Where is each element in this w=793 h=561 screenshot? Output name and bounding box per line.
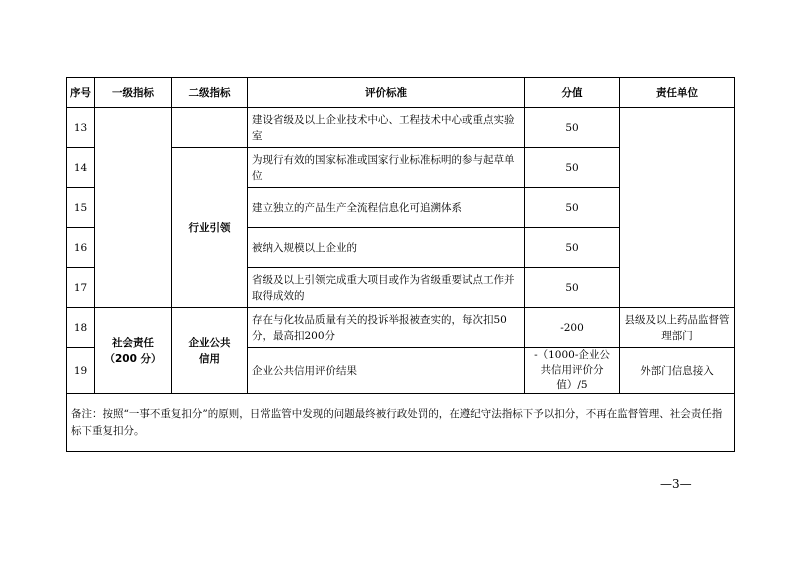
evaluation-table bbox=[66, 77, 735, 452]
row-criteria: 为现行有效的国家标准或国家行业标准标明的参与起草单位 bbox=[248, 148, 525, 188]
row-score: -（1000-企业公共信用评价分值）/5 bbox=[525, 348, 620, 394]
level1-blank-cell bbox=[95, 108, 172, 308]
level2-industry-cell: 行业引领 bbox=[172, 148, 248, 308]
row-criteria: 存在与化妆品质量有关的投诉举报被查实的，每次扣50分，最高扣200分 bbox=[248, 308, 525, 348]
row-seq: 18 bbox=[67, 308, 95, 348]
unit-blank-cell bbox=[620, 108, 735, 308]
row-score: 50 bbox=[525, 188, 620, 228]
note-text: 备注：按照“一事不重复扣分”的原则，日常监管中发现的问题最终被行政处罚的，在遵纪守法指标下予以扣分，不再在监督管理、社会责任指标下重复扣分。 bbox=[67, 394, 735, 452]
row-score: 50 bbox=[525, 228, 620, 268]
header-seq: 序号 bbox=[67, 78, 95, 108]
level1-social-cell: 社会责任 （200 分） bbox=[95, 308, 172, 394]
header-level2: 二级指标 bbox=[172, 78, 248, 108]
row-score: 50 bbox=[525, 148, 620, 188]
table-row bbox=[67, 308, 735, 348]
row-criteria: 建立独立的产品生产全流程信息化可追溯体系 bbox=[248, 188, 525, 228]
row-unit: 县级及以上药品监督管理部门 bbox=[620, 308, 735, 348]
row-score: 50 bbox=[525, 108, 620, 148]
table-row bbox=[67, 108, 735, 148]
row-seq: 15 bbox=[67, 188, 95, 228]
row-score: 50 bbox=[525, 268, 620, 308]
row-seq: 16 bbox=[67, 228, 95, 268]
row-criteria: 省级及以上引领完成重大项目或作为省级重要试点工作并取得成效的 bbox=[248, 268, 525, 308]
row-criteria: 企业公共信用评价结果 bbox=[248, 348, 525, 394]
row-seq: 13 bbox=[67, 108, 95, 148]
row-seq: 17 bbox=[67, 268, 95, 308]
row-criteria: 被纳入规模以上企业的 bbox=[248, 228, 525, 268]
header-criteria: 评价标准 bbox=[248, 78, 525, 108]
row-unit: 外部门信息接入 bbox=[620, 348, 735, 394]
header-row bbox=[67, 78, 735, 108]
row-score: -200 bbox=[525, 308, 620, 348]
level2-blank-cell bbox=[172, 108, 248, 148]
header-score: 分值 bbox=[525, 78, 620, 108]
row-criteria: 建设省级及以上企业技术中心、工程技术中心或重点实验室 bbox=[248, 108, 525, 148]
page-number: —3— bbox=[660, 477, 692, 491]
header-unit: 责任单位 bbox=[620, 78, 735, 108]
header-level1: 一级指标 bbox=[95, 78, 172, 108]
level2-credit-cell: 企业公共 信用 bbox=[172, 308, 248, 394]
row-seq: 14 bbox=[67, 148, 95, 188]
note-row bbox=[67, 394, 735, 452]
row-seq: 19 bbox=[67, 348, 95, 394]
